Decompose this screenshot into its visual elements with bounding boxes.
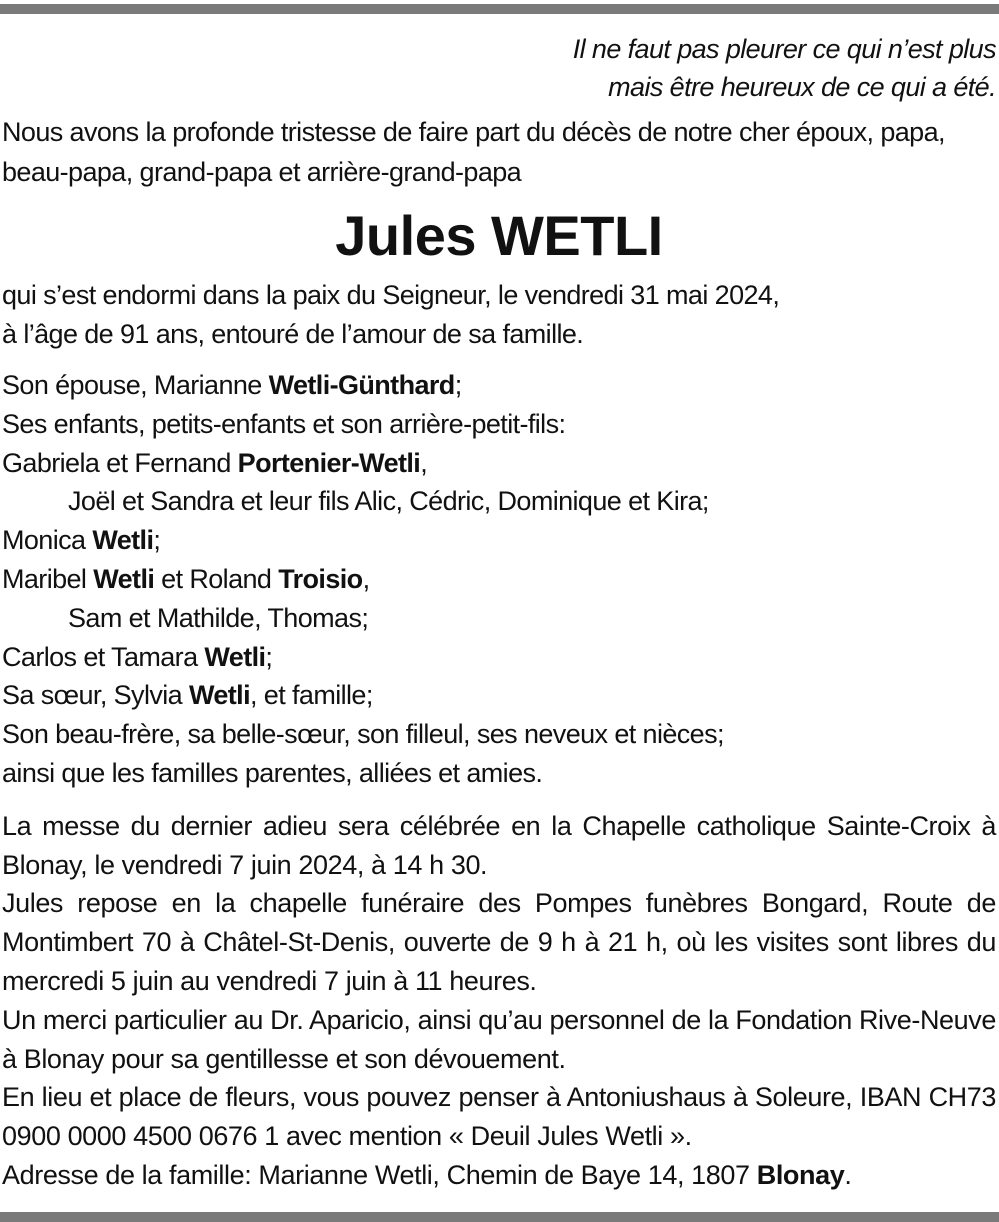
family-list — [2, 366, 996, 793]
death-notice-line-2: à l’âge de 91 ans, entouré de l’amour de sa famille. — [2, 319, 584, 349]
thanks-note: Un merci particulier au Dr. Aparicio, ainsi qu’au personnel de la Fondation Rive-Neuve à Blonay pour sa gentillesse et son dévouement. — [2, 1004, 996, 1074]
family-in-laws: Son beau-frère, sa belle-sœur, son filleul, ses neveux et nièces; — [2, 719, 724, 750]
sister-surname: Wetli — [188, 680, 250, 711]
child1-surname: Portenier-Wetli — [237, 447, 421, 478]
child2-suffix: ; — [153, 525, 161, 556]
spouse-suffix: ; — [454, 370, 462, 400]
bottom-border-rule — [0, 1212, 999, 1222]
child4-surname: Wetli — [204, 641, 266, 672]
deceased-name: Jules WETLI — [335, 204, 663, 267]
address-city: Blonay — [756, 1159, 845, 1190]
ceremony-details — [2, 807, 996, 1195]
family-children-intro: Ses enfants, petits-enfants et son arrière-petit-fils: — [2, 408, 566, 439]
repose-details: Jules repose en la chapelle funéraire des Pompes funèbres Bongard, Route de Montimbert 70 à Châtel-St-Denis, ouverte de 9 h à 21 h, où les visites sont libres du mercredi 5 juin au vendredi 7 juin à 11 heures. — [2, 888, 996, 996]
address-suffix: . — [844, 1159, 852, 1190]
sister-suffix: , et famille; — [249, 680, 373, 711]
sister-prefix: Sa sœur, Sylvia — [2, 680, 189, 711]
death-notice-line-1: qui s’est endormi dans la paix du Seigneur, le vendredi 31 mai 2024, — [2, 280, 780, 310]
family-child-1 — [2, 444, 996, 483]
death-notice — [2, 276, 996, 354]
child1-suffix: , — [420, 447, 428, 478]
family-child-4 — [2, 638, 996, 677]
family-sister — [2, 676, 996, 715]
spouse-surname: Wetli-Günthard — [268, 370, 455, 400]
child4-prefix: Carlos et Tamara — [2, 641, 205, 672]
top-border-rule — [0, 4, 999, 14]
family-child-1-descendants: Joël et Sandra et leur fils Alic, Cédric, Dominique et Kira; — [68, 486, 709, 517]
child3-suffix: , — [362, 563, 370, 594]
epigraph-quote — [2, 30, 996, 106]
quote-line-2: mais être heureux de ce qui a été. — [608, 72, 996, 102]
donation-note: En lieu et place de fleurs, vous pouvez penser à Antoniushaus à Soleure, IBAN CH73 0900 0000 4500 0676 1 avec mention « Deuil Jules Wetli ». — [2, 1082, 996, 1152]
announcement-intro: Nous avons la profonde tristesse de faire part du décès de notre cher époux, papa, beau-papa, grand-papa et arrière-grand-papa — [2, 117, 945, 187]
child2-surname: Wetli — [92, 525, 154, 556]
address-prefix: Adresse de la famille: Marianne Wetli, Chemin de Baye 14, 1807 — [2, 1159, 757, 1190]
child3-prefix: Maribel — [2, 563, 94, 594]
obituary-notice — [2, 30, 996, 1195]
child4-suffix: ; — [265, 641, 273, 672]
family-spouse — [2, 366, 996, 405]
family-child-2 — [2, 521, 996, 560]
child3-surname-1: Wetli — [93, 563, 155, 594]
child2-prefix: Monica — [2, 525, 93, 556]
mass-details: La messe du dernier adieu sera célébrée en la Chapelle catholique Sainte-Croix à Blonay, le vendredi 7 juin 2024, à 14 h 30. — [2, 810, 996, 880]
quote-line-1: Il ne faut pas pleurer ce qui n’est plus — [572, 34, 996, 64]
family-child-3-descendants: Sam et Mathilde, Thomas; — [68, 602, 369, 633]
family-others: ainsi que les familles parentes, alliées et amies. — [2, 757, 543, 788]
child3-surname-2: Troisio — [278, 563, 363, 594]
family-address — [2, 1156, 996, 1195]
child1-prefix: Gabriela et Fernand — [2, 447, 238, 478]
spouse-prefix: Son épouse, Marianne — [2, 370, 269, 400]
child3-middle: et Roland — [154, 563, 279, 594]
family-child-3 — [2, 560, 996, 599]
